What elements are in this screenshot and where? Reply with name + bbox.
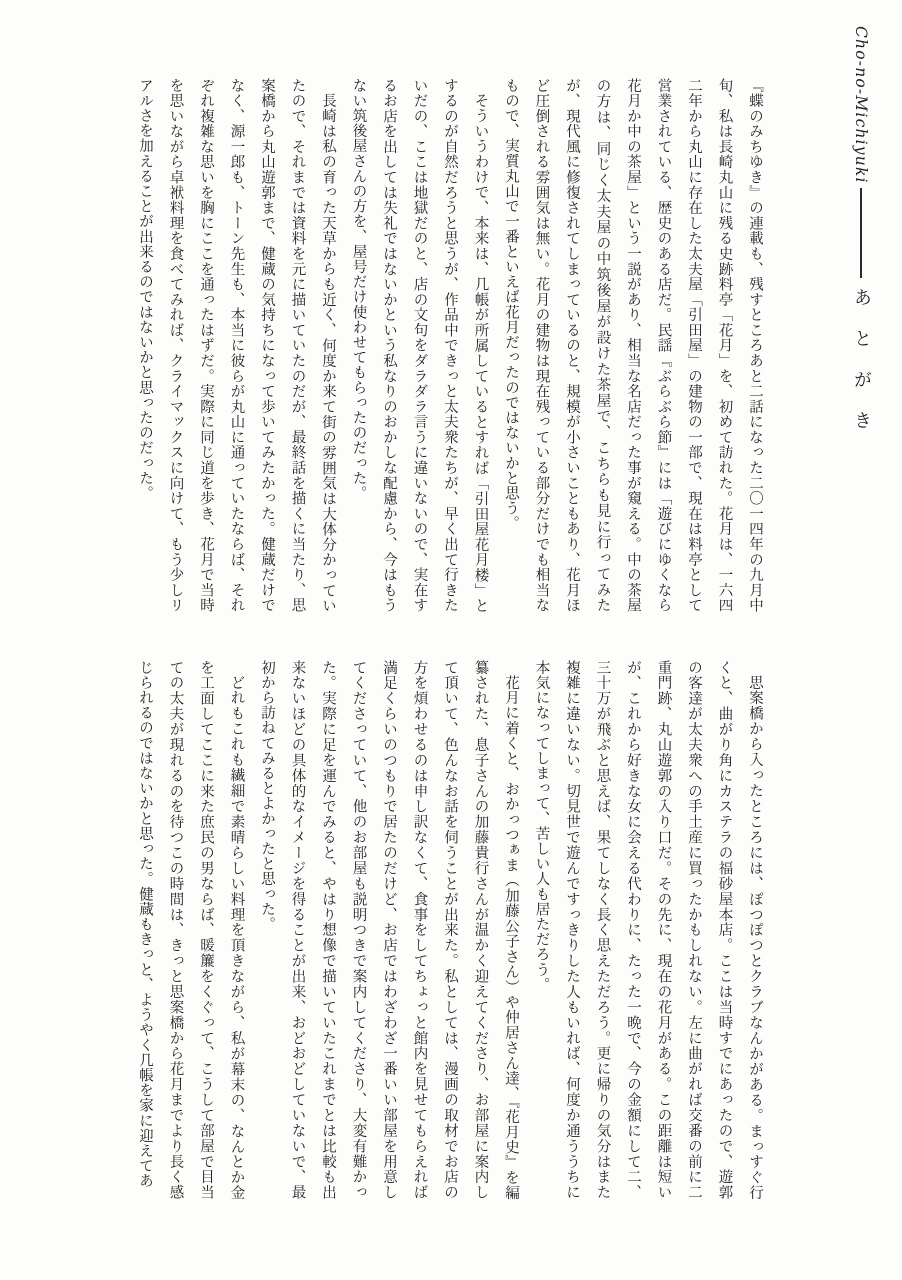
paragraph: 『蝶のみちゆき』の連載も、残すところあと二話になった二〇一四年の九月中旬、私は長崎丸山に残る史跡料亭「花月」を、初めて訪れた。花月は、一六四二年から丸山に存在した太夫屋「引田屋」の建物の一部で、現在は料亭として営業されている、歴史のある店だ。民謡『ぶらぶら節』には「遊びにゆくなら花月か中の茶屋」という一説があり、相当な名店だった事が窺える。中の茶屋の方は、同じく太夫屋の中筑後屋が設けた茶屋で、こちらも見に行ってみたが、現代風に修復されてしまっているのと、規模が小さいこともあり、花月ほど圧倒される雰囲気は無い。花月の建物は現在残っている部分だけでも相当なもので、実質丸山で一番といえば花月だったのではないかと思う。 (503, 78, 763, 613)
paragraph: 長崎は私の育った天草からも近く、何度か来て街の雰囲気は大体分かっていたので、それまでは資料を元に描いていたのだが、最終話を描くに当たり、思案橋から丸山遊郭まで、健蔵の気持ちになって歩いてみたかった。健蔵だけでなく、源一郎も、トーン先生も、本当に彼らが丸山に通っていたならば、それぞれ複雑な思いを胸にここを通ったはずだ。実際に同じ道を歩き、花月で当時を思いながら卓袱料理を食べてみれば、クライマックスに向けて、もう少しリアルさを加えることが出来るのではないかと思ったのだった。 (137, 78, 336, 613)
afterword-bottom-block (130, 660, 771, 1200)
header-rule (860, 188, 862, 278)
paragraph: 花月に着くと、おかっつぁま（加藤公子さん）や仲居さん達、『花月史』を編纂された、息子さんの加藤貴行さんが温かく迎えてくださり、お部屋に案内して頂いて、色んなお話を伺うことが出来た。私としては、漫画の取材でお店の方を煩わせるのは申し訳なくて、食事をしてちょっと館内を見せてもらえれば満足くらいのつもりで居たのだけど、お店ではわざわざ一番いい部屋を用意してくださっていて、他のお部屋も説明つきで案内してくださり、大変有難かった。実際に足を運んでみると、やはり想像で描いていたこれまでとは比較も出来ないほどの具体的なイメージを得ることが出来、おどおどしていないで、最初から訪ねてみるとよかったと思った。 (259, 660, 519, 1200)
paragraph: どれもこれも繊細で素晴らしい料理を頂きながら、私が幕末の、なんとか金を工面してここに来た庶民の男ならば、暖簾をくぐって、こうして部屋で目当ての太夫が現れるのを待つこの時間は、きっと思案橋から花月までより長く感じられるのではないかと思った。健蔵もきっと、ようやく几帳を家に迎えてあ (137, 660, 245, 1200)
afterword-top-block (130, 78, 771, 613)
paragraph: そういうわけで、本来は、几帳が所属しているとすれば「引田屋花月楼」とするのが自然だろうと思うが、作品中できっと太夫衆たちが、早く出て行きたいだの、ここは地獄だのと、店の文句をダラダラ言うに違いないので、実在するお店を出しては失礼ではないかという私なりのおかしな配慮から、今はもうない筑後屋さんの方を、屋号だけ使わせてもらったのだった。 (350, 78, 489, 613)
page-header (848, 26, 874, 452)
paragraph: 思案橋から入ったところには、ぽつぽつとクラブなんかがある。まっすぐ行くと、曲がり角にカステラの福砂屋本店。ここは当時すでにあったので、遊郭の客達が太夫衆への手土産に買ったかもしれない。左に曲がれば交番の前に二重門跡、丸山遊郭の入り口だ。その先に、現在の花月がある。この距離は短いが、これから好きな女に会える代わりに、たった一晩で、今の金額にして二、三十万が飛ぶと思えば、果てしなく長く思えただろう。更に帰りの気分はまた複雑に違いない。切見世で遊んですっきりした人もいれば、何度か通ううちに本気になってしまって、苦しい人も居ただろう。 (533, 660, 763, 1200)
running-title-romaji: Cho-no-Michiyuki (852, 26, 870, 184)
section-title: あとがき (851, 287, 872, 452)
